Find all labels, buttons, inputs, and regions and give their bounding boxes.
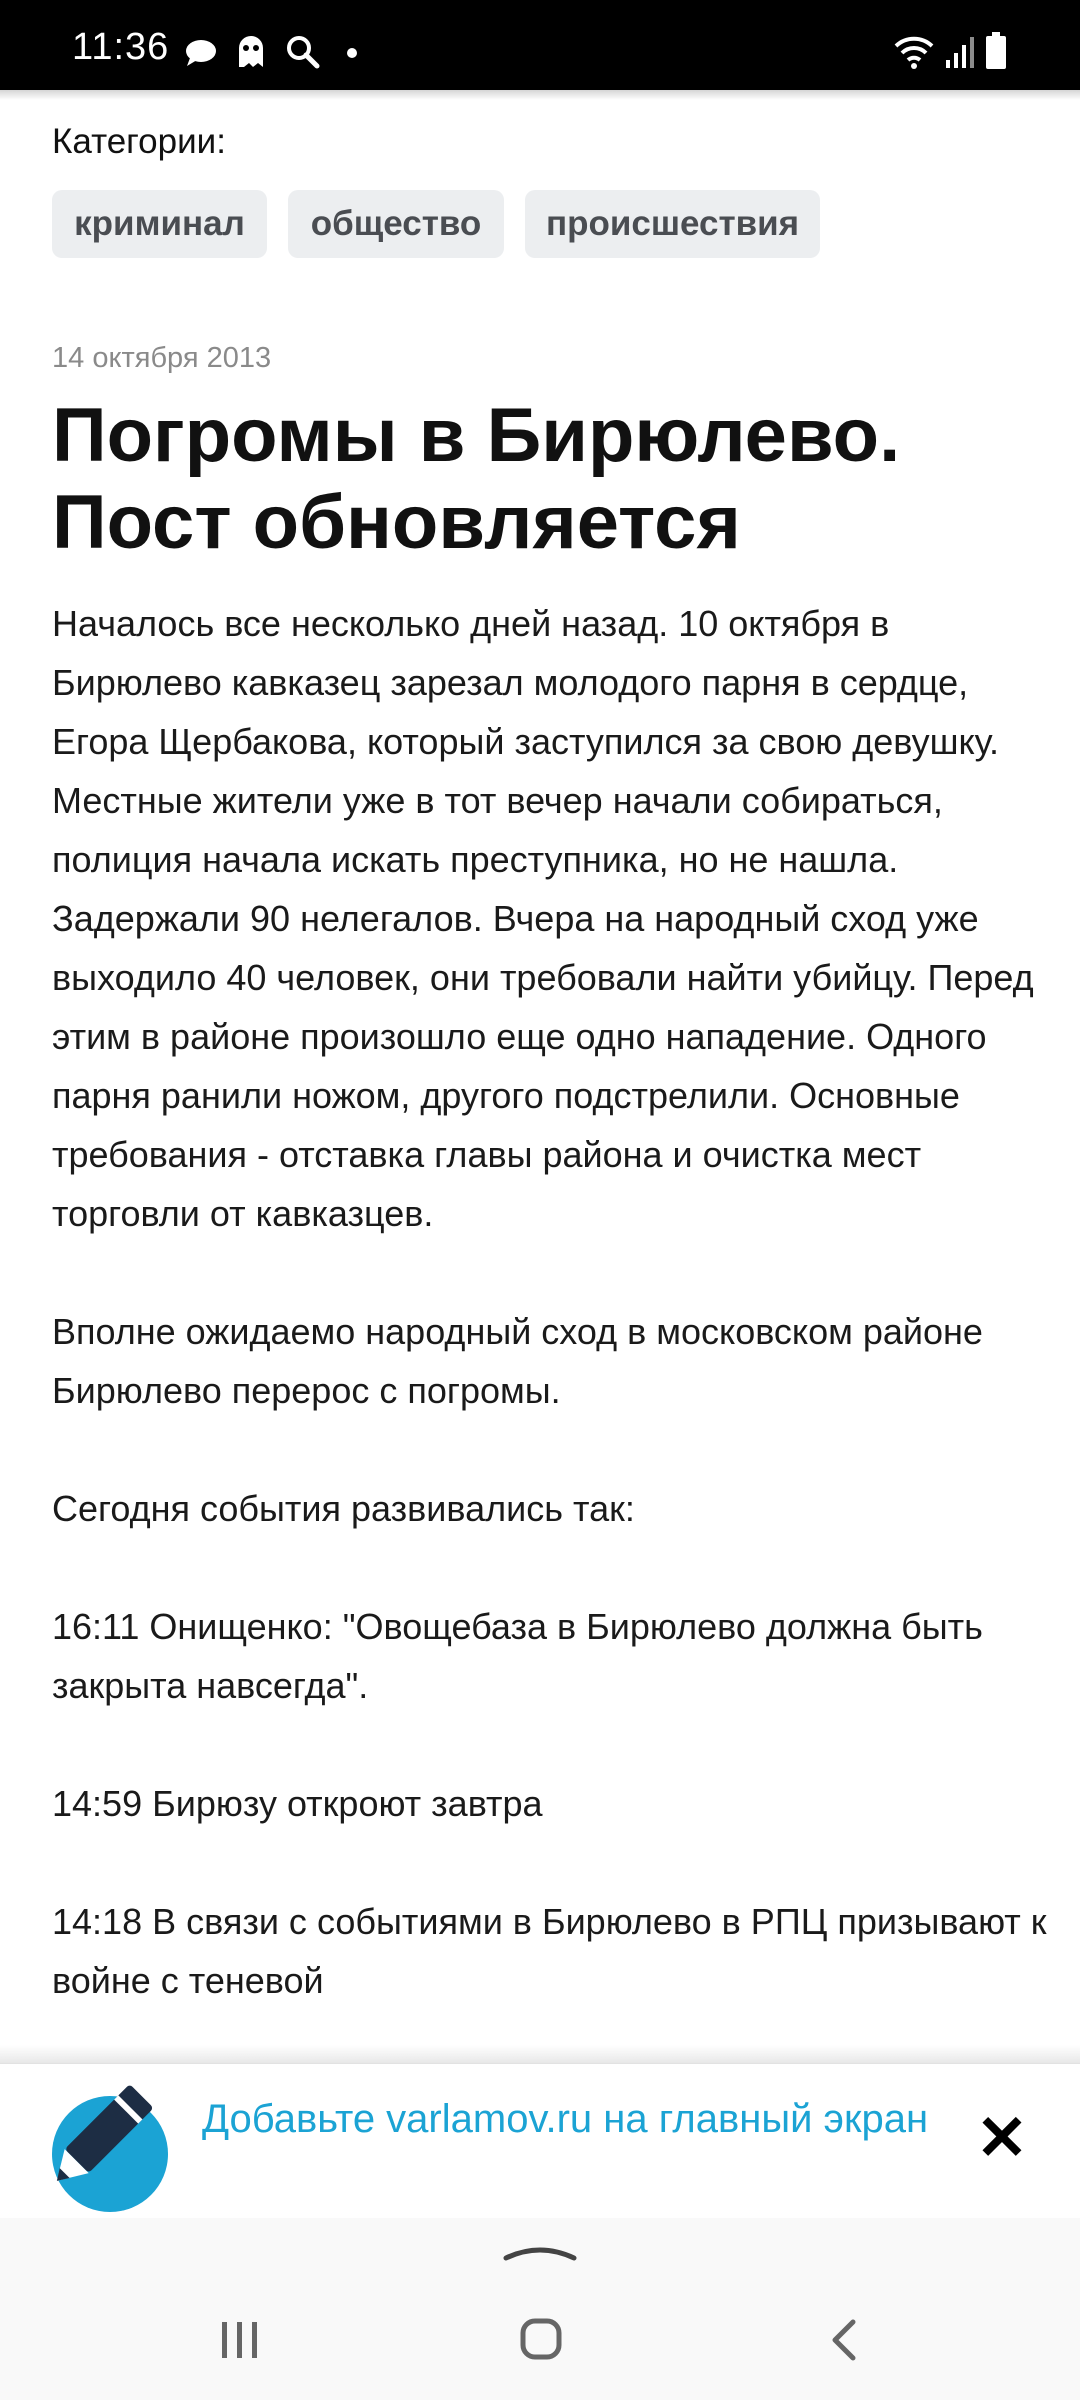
article-paragraph: Началось все несколько дней назад. 10 октября в Бирюлево кавказец зарезал молодого парня в сердце, Егора Щербакова, который заступился за свою девушку. Местные жители уже в тот вечер начали собираться, полиция начала искать преступника, но не нашла. Задержали 90 нелегалов. Вчера на народный сход уже выходило 40 человек, они требовали найти убийцу. Перед этим в районе произошло еще одно нападение. Одного парня ранили ножом, другого подстрелили. Основные требования - отставка главы района и очистка мест торговли от кавказцев. [52, 603, 1034, 1234]
tag-incidents[interactable]: происшествия [525, 190, 820, 258]
pencil-logo-icon [40, 2082, 175, 2217]
article-paragraph: Вполне ожидаемо народный сход в московском районе Бирюлево перерос с погромы. [52, 1311, 983, 1411]
ghost-icon [233, 33, 269, 69]
status-bar [0, 0, 1080, 90]
add-to-home-banner[interactable] [0, 2063, 1080, 2219]
article-paragraph: Сегодня события развивались так: [52, 1488, 635, 1529]
banner-shadow [0, 2045, 1080, 2065]
article-paragraph: 14:59 Бирюзу откроют завтра [52, 1783, 543, 1824]
article-title: Погромы в Бирюлево. Пост обновляется [52, 393, 901, 565]
navigation-area [0, 2218, 1080, 2400]
article-date: 14 октября 2013 [52, 342, 272, 374]
home-icon[interactable] [518, 2316, 564, 2362]
categories-label: Категории: [52, 122, 226, 161]
tag-society[interactable]: общество [288, 190, 504, 258]
search-icon [285, 34, 321, 70]
wifi-icon [893, 34, 935, 70]
close-icon[interactable]: ✕ [976, 2104, 1028, 2173]
toolbar-shadow [0, 90, 1080, 100]
article-paragraph: 14:18 В связи с событиями в Бирюлево в РПЦ призывают к войне с теневой [52, 1901, 1047, 2001]
chevron-up-icon[interactable] [500, 2236, 580, 2266]
signal-icon [945, 36, 975, 68]
article-paragraph: 16:11 Онищенко: "Овощебаза в Бирюлево должна быть закрыта навсегда". [52, 1606, 983, 1706]
recent-apps-icon[interactable] [218, 2318, 262, 2362]
dot-icon [346, 47, 358, 59]
battery-icon [985, 32, 1007, 70]
add-to-home-text[interactable]: Добавьте varlamov.ru на главный экран [201, 2097, 929, 2141]
article-body [52, 594, 1052, 2010]
status-time: 11:36 [72, 26, 170, 68]
back-icon[interactable] [825, 2316, 865, 2364]
chat-bubble-icon [184, 38, 218, 68]
tag-criminal[interactable]: криминал [52, 190, 267, 258]
